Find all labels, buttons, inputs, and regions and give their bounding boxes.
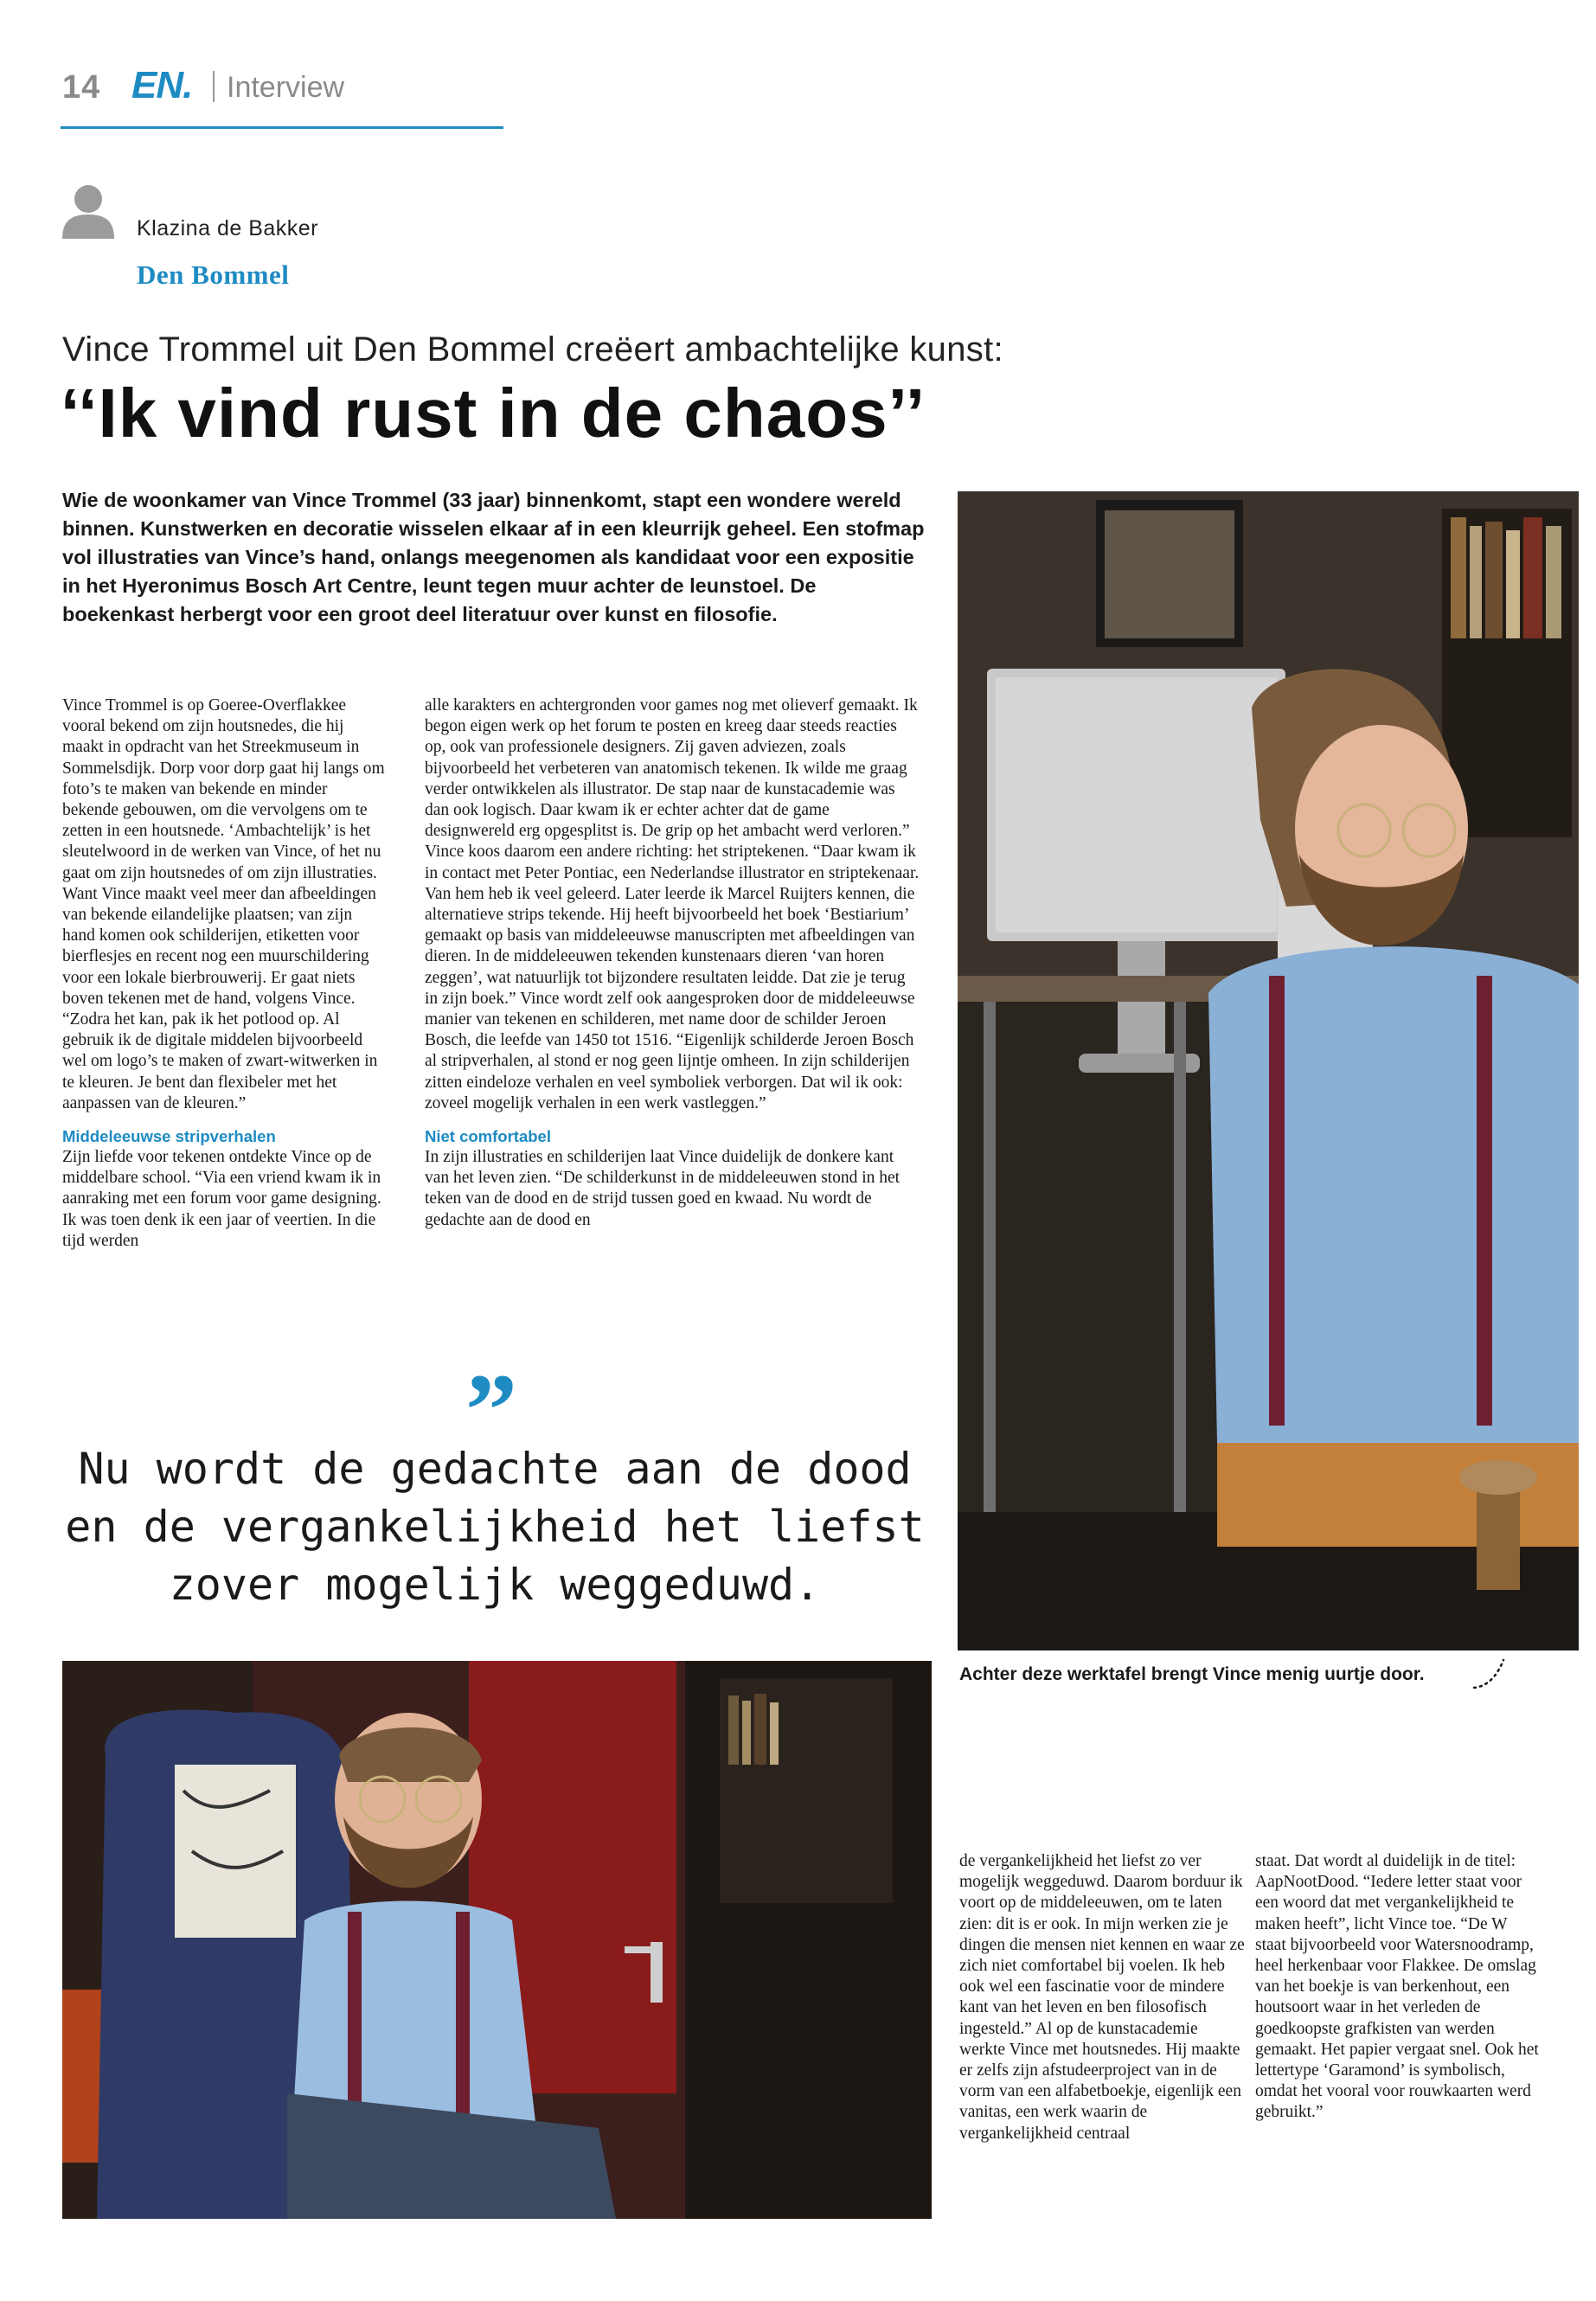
caption-pointer-icon	[1472, 1657, 1507, 1691]
section-label: Interview	[227, 71, 345, 104]
author-name: Klazina de Bakker	[137, 216, 319, 240]
body-paragraph: de vergankelijkheid het liefst zo ver mogelijk weggeduwd. Daarom borduur ik voort op de middeleeuwen, om te laten zien: dit is er ook. In mijn werken zie je dingen die mensen niet kennen en waar ze zich niet comfortabel bij voelen. Ik heb ook wel een fascinatie voor de mindere kant van het leven en ben filosofisch ingesteld.” Al op de kunstacademie werkte Vince met houtsnedes. Hij maakte er zelfs zijn afstudeerproject van in de vorm van een alfabetboekje, eigenlijk een vanitas, een werk waarin de vergankelijkheid centraal	[959, 1852, 1245, 2143]
author-avatar-icon	[61, 182, 116, 239]
photo-portrait-armchair	[62, 1661, 932, 2219]
body-column-1	[62, 695, 387, 1252]
headline-kicker: Vince Trommel uit Den Bommel creëert ambachtelijke kunst:	[62, 330, 1003, 369]
body-column-4	[1255, 1851, 1541, 2124]
body-column-3	[959, 1851, 1245, 2144]
header-divider	[213, 71, 215, 102]
brand-logo: EN.	[131, 64, 193, 106]
dateline-location: Den Bommel	[137, 260, 290, 290]
body-paragraph: Vince Trommel is op Goeree-Overflakkee vooral bekend om zijn houtsnedes, die hij maakt in opdracht van het Streekmuseum in Sommelsdijk. Dorp voor dorp gaat hij langs om foto’s te maken van bekende en minder bekende gebouwen, om die vervolgens om te zetten in een houtsnede. ‘Ambachtelijk’ is het sleutelwoord in de werken van Vince, of het nu gaat om zijn houtsnedes of om zijn illustraties. Want Vince maakt veel meer dan afbeeldingen van bekende eilandelijke plaatsen; van zijn hand komen ook schilderijen, etiketten voor bierflesjes en recent nog een muurschildering voor een lokale bierbrouwerij. Er gaat niets boven tekenen met de hand, volgens Vince. “Zodra het kan, pak ik het potlood op. Al gebruik ik de digitale middelen bijvoorbeeld wel om logo’s te maken of zwart-witwerken in te kleuren. Je bent dan flexibeler met het aanpassen van de kleuren.”	[62, 696, 385, 1112]
page-number: 14	[62, 69, 101, 106]
intro-paragraph: Wie de woonkamer van Vince Trommel (33 jaar) binnenkomt, stapt een wondere wereld binnen. Kunstwerken en decoratie wisselen elkaar af in een kleurrijk geheel. Een stofmap vol illustraties van Vince’s hand, onlangs meegenomen als kandidaat voor een expositie in het Hyeronimus Bosch Art Centre, leunt tegen muur achter de leunstoel. De boekenkast herbergt voor een groot deel literatuur over kunst en filosofie.	[62, 489, 925, 625]
pull-quote: Nu wordt de gedachte aan de dood en de vergankelijkheid het liefst zover mogelijk weggeduwd.	[65, 1444, 925, 1610]
body-paragraph: In zijn illustraties en schilderijen laat Vince duidelijk de donkere kant van het leven zien. “De schilderkunst in de middeleeuwen stond in het teken van de dood en de strijd tussen goed en kwaad. Nu wordt de gedachte aan de dood en	[425, 1148, 901, 1229]
body-paragraph: alle karakters en achtergronden voor games nog met olieverf gemaakt. Ik begon eigen werk op het forum te posten en kreeg daar steeds reacties op, ook van professionele designers. Zij gaven adviezen, zoals bijvoorbeeld het verbeteren van anatomisch tekenen. Ik wilde me graag verder ontwikkelen als illustrator. De stap naar de kunstacademie was dan ook logisch. Daar kwam ik er echter achter dat de game designwereld erg opgesplitst is. De grip op het ambacht werd verloren.” Vince koos daarom een andere richting: het striptekenen. “Daar kwam ik in contact met Peter Pontiac, een Nederlandse illustrator en striptekenaar. Van hem heb ik veel geleerd. Later leerde ik Marcel Ruijters kennen, die alternatieve strips tekende. Hij heeft bijvoorbeeld het boek ‘Bestiarium’ gemaakt op basis van middeleeuwse manuscripten met afbeeldingen van dieren. In de middeleeuwen tekenden kunstenaars dieren ‘van horen zeggen’, wat natuurlijk tot bijzondere resultaten leidde. Dat zie je terug in zijn boek.” Vince wordt zelf ook aangesproken door de middeleeuwse manier van tekenen en schilderen, met name door de schilder Jeroen Bosch, die leefde van 1450 tot 1516. “Eigenlijk schilderde Jeroen Bosch al stripverhalen, al stond er nog geen lijntje omheen. In zijn schilderijen zitten eindeloze verhalen en veel symboliek verborgen. Dat wil ik ook: zoveel mogelijk verhalen in een werk vastleggen.”	[425, 696, 920, 1112]
body-column-2	[425, 695, 922, 1231]
subheading: Niet comfortabel	[425, 1127, 551, 1146]
subheading: Middeleeuwse stripverhalen	[62, 1127, 276, 1146]
header-rule	[61, 126, 503, 129]
body-paragraph: Zijn liefde voor tekenen ontdekte Vince op de middelbare school. “Via een vriend kwam ik in aanraking met een forum voor game designing. Ik was toen denk ik een jaar of veertien. In die tijd werden	[62, 1148, 381, 1250]
body-paragraph: staat. Dat wordt al duidelijk in de titel: AapNootDood. “Iedere letter staat voor een woord dat met vergankelijkheid te maken heeft”, licht Vince toe. “De W staat bijvoorbeeld voor Watersnoodramp, heel herkenbaar voor Flakkee. De omslag van het boekje is van berkenhout, een houtsoort waar in het verleden de goedkoopste grafkisten van werden gemaakt. Het papier vergaat snel. Ook het lettertype ‘Garamond’ is symbolisch, omdat het vooral voor rouwkaarten werd gebruikt.”	[1255, 1852, 1539, 2122]
photo-caption: Achter deze werktafel brengt Vince menig uurtje door.	[959, 1664, 1425, 1684]
headline-title: ‘‘Ik vind rust in de chaos’’	[61, 375, 926, 452]
quote-mark-icon: ”	[465, 1352, 517, 1467]
photo-workspace	[958, 491, 1579, 1650]
